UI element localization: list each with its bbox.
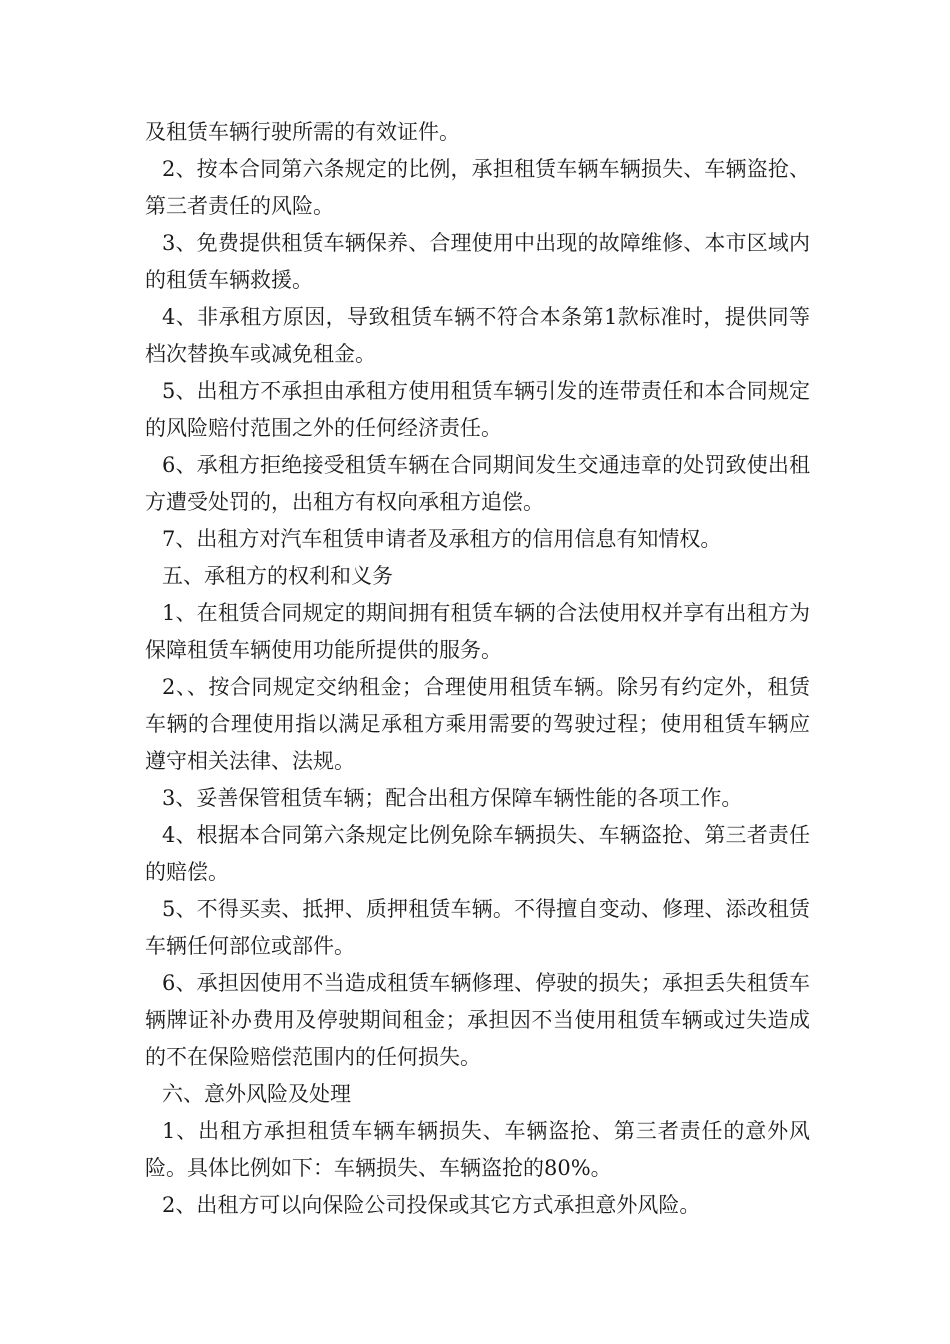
paragraph-lessor-duty-2: 2、按本合同第六条规定的比例，承担租赁车辆车辆损失、车辆盗抢、第三者责任的风险。 (145, 157, 810, 218)
section-heading-accident-risk: 六、意外风险及处理 (162, 1082, 351, 1106)
paragraph-lessor-duty-7: 7、出租方对汽车租赁申请者及承租方的信用信息有知情权。 (162, 527, 722, 551)
paragraph-lessor-duty-6: 6、承租方拒绝接受租赁车辆在合同期间发生交通违章的处罚致使出租方遭受处罚的，出租方有权向承租方追偿。 (145, 453, 810, 514)
paragraph-lessor-duty-4: 4、非承租方原因，导致租赁车辆不符合本条第1款标准时，提供同等档次替换车或减免租金。 (145, 305, 810, 366)
paragraph-lessor-duty-3: 3、免费提供租赁车辆保养、合理使用中出现的故障维修、本市区域内的租赁车辆救援。 (145, 231, 810, 292)
section-heading-lessee-rights: 五、承租方的权利和义务 (162, 564, 393, 588)
paragraph-lessee-duty-4: 4、根据本合同第六条规定比例免除车辆损失、车辆盗抢、第三者责任的赔偿。 (145, 823, 810, 884)
paragraph-lessee-duty-5: 5、不得买卖、抵押、质押租赁车辆。不得擅自变动、修理、添改租赁车辆任何部位或部件。 (145, 897, 810, 958)
paragraph-continuation: 及租赁车辆行驶所需的有效证件。 (145, 120, 460, 144)
paragraph-lessor-duty-5: 5、出租方不承担由承租方使用租赁车辆引发的连带责任和本合同规定的风险赔付范围之外的任何经济责任。 (145, 379, 810, 440)
paragraph-lessee-duty-1: 1、在租赁合同规定的期间拥有租赁车辆的合法使用权并享有出租方为保障租赁车辆使用功能所提供的服务。 (145, 601, 810, 662)
paragraph-risk-1: 1、出租方承担租赁车辆车辆损失、车辆盗抢、第三者责任的意外风险。具体比例如下：车辆损失、车辆盗抢的80%。 (145, 1119, 810, 1180)
paragraph-risk-2: 2、出租方可以向保险公司投保或其它方式承担意外风险。 (162, 1193, 701, 1217)
paragraph-lessee-duty-6: 6、承担因使用不当造成租赁车辆修理、停驶的损失；承担丢失租赁车辆牌证补办费用及停驶期间租金；承担因不当使用租赁车辆或过失造成的不在保险赔偿范围内的任何损失。 (145, 971, 810, 1069)
paragraph-lessee-duty-3: 3、妥善保管租赁车辆；配合出租方保障车辆性能的各项工作。 (162, 786, 743, 810)
document-body (145, 114, 810, 1224)
paragraph-lessee-duty-2: 2、、按合同规定交纳租金；合理使用租赁车辆。除另有约定外，租赁车辆的合理使用指以满足承租方乘用需要的驾驶过程；使用租赁车辆应遵守相关法律、法规。 (145, 675, 810, 773)
